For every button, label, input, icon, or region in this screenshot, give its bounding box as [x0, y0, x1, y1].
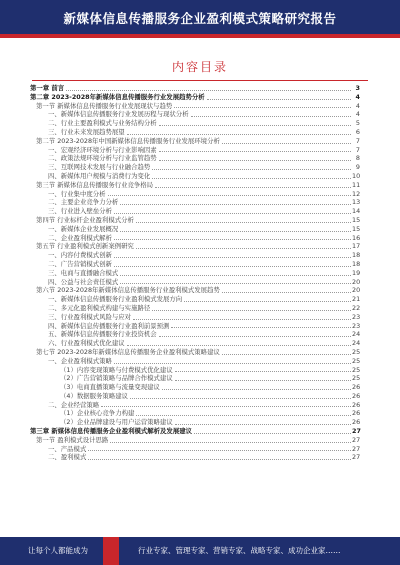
- toc-entry-title: 三、互联网技术发展与行业融合趋势: [48, 163, 151, 172]
- toc-entry-title: 二、企业经营策略: [48, 400, 100, 409]
- toc-entry-title: 二、多元化盈利模式构建与实施路径: [48, 303, 151, 312]
- toc-entry-title: 一、宏观经济环境分析与行业影响因素: [48, 145, 157, 154]
- toc-leader-dots: [133, 319, 351, 320]
- toc-page-number: 15: [352, 215, 361, 224]
- toc-entry[interactable]: [30, 383, 360, 392]
- toc-leader-dots: [108, 195, 351, 196]
- toc-entry[interactable]: [30, 418, 360, 427]
- toc-entry[interactable]: [30, 242, 360, 251]
- toc-leader-dots: [207, 99, 351, 100]
- toc-leader-dots: [222, 143, 351, 144]
- toc-page-number: 17: [352, 242, 361, 251]
- toc-entry-title: 二、广告营销模式创新: [48, 259, 112, 268]
- toc-leader-dots: [159, 160, 351, 161]
- toc-page-number: 27: [352, 453, 361, 462]
- toc-leader-dots: [175, 380, 351, 381]
- toc-page-number: 18: [352, 251, 361, 260]
- toc-page-number: 23: [352, 321, 361, 330]
- toc-entry-title: 一、新媒体信息传播服务行业盈利模式发展方向: [48, 295, 183, 304]
- table-of-contents: [30, 84, 360, 462]
- footer-accent-block: [103, 537, 119, 565]
- toc-page-number: 25: [352, 365, 361, 374]
- toc-leader-dots: [88, 450, 351, 451]
- toc-page-number: 26: [352, 391, 361, 400]
- toc-leader-dots: [120, 283, 351, 284]
- toc-entry-title: 第一节 新媒体信息传播服务行业发展现状与趋势: [36, 101, 173, 110]
- toc-page-number: 27: [352, 427, 361, 436]
- toc-entry-title: 三、行业未来发展趋势展望: [48, 127, 125, 136]
- toc-entry-title: 一、行业集中度分析: [48, 189, 106, 198]
- toc-page-number: 26: [352, 383, 361, 392]
- toc-page-number: 7: [355, 145, 360, 154]
- toc-entry-title: 一、产品模式: [48, 444, 87, 453]
- toc-entry[interactable]: [30, 436, 360, 445]
- toc-entry[interactable]: [30, 339, 360, 348]
- toc-leader-dots: [152, 178, 351, 179]
- toc-entry-title: 三、行业进入壁垒分析: [48, 207, 112, 216]
- toc-entry-title: 四、新媒体用户规模与消费行为变化: [48, 171, 151, 180]
- toc-entry[interactable]: [30, 260, 360, 269]
- toc-entry-title: （2）企业品牌建设与用户运营策略建议: [60, 418, 173, 427]
- toc-entry[interactable]: [30, 366, 360, 375]
- toc-entry-title: 第七节 2023-2028年新媒体信息传播服务企业盈利模式策略建议: [36, 347, 220, 356]
- toc-page-number: 23: [352, 312, 361, 321]
- toc-page-number: 3: [355, 84, 360, 92]
- toc-leader-dots: [175, 371, 351, 372]
- toc-page-number: 10: [352, 171, 361, 180]
- toc-page-number: 22: [352, 303, 361, 312]
- toc-page-number: 16: [352, 233, 361, 242]
- toc-entry-title: 第三章 新媒体信息传播服务企业盈利模式解析及发展建议: [30, 427, 192, 436]
- toc-page-number: 4: [355, 92, 360, 101]
- toc-entry[interactable]: [30, 269, 360, 278]
- toc-entry-title: 一、新媒体信息传播服务行业发展历程与现状分析: [48, 110, 189, 119]
- toc-entry-title: 三、行业盈利模式风险与应对: [48, 312, 132, 321]
- toc-entry-title: （3）电商直播策略与流量变现建议: [60, 383, 160, 392]
- toc-page-number: 9: [355, 163, 360, 172]
- toc-entry-title: 二、行业主要盈利模式与业务结构分析: [48, 119, 157, 128]
- toc-entry-title: 三、电商与直播融合模式: [48, 268, 119, 277]
- toc-leader-dots: [88, 459, 351, 460]
- toc-leader-dots: [159, 151, 351, 152]
- toc-entry[interactable]: [30, 409, 360, 418]
- toc-entry[interactable]: [30, 278, 360, 287]
- toc-leader-dots: [136, 248, 351, 249]
- toc-page-number: 24: [352, 339, 361, 348]
- toc-page-number: 25: [352, 374, 361, 383]
- toc-entry[interactable]: [30, 322, 360, 331]
- toc-entry[interactable]: [30, 225, 360, 234]
- toc-entry[interactable]: [30, 313, 360, 322]
- toc-entry[interactable]: [30, 163, 360, 172]
- toc-leader-dots: [159, 125, 351, 126]
- toc-entry[interactable]: [30, 172, 360, 181]
- toc-page-number: 26: [352, 409, 361, 418]
- toc-page-number: 11: [352, 180, 361, 189]
- toc-entry[interactable]: [30, 216, 360, 225]
- toc-entry-title: 六、行业盈利模式优化建议: [48, 339, 125, 348]
- toc-entry[interactable]: [30, 84, 360, 93]
- toc-leader-dots: [114, 239, 351, 240]
- toc-entry-title: （1）内容变现策略与付费模式优化建议: [60, 365, 173, 374]
- toc-leader-dots: [114, 266, 351, 267]
- toc-entry[interactable]: [30, 198, 360, 207]
- toc-page-number: 18: [352, 259, 361, 268]
- toc-entry-title: 第二章 2023-2028年新媒体信息传播服务行业发展趋势分析: [30, 92, 205, 101]
- toc-leader-dots: [101, 406, 351, 407]
- footer-slogan-left: 让每个人都能成为: [28, 546, 88, 555]
- toc-entry-title: 第一章 前言: [30, 84, 65, 92]
- toc-entry-title: （2）广告营销策略与品牌合作模式建议: [60, 374, 173, 383]
- toc-leader-dots: [120, 275, 351, 276]
- toc-page-number: 8: [355, 154, 360, 163]
- toc-leader-dots: [162, 389, 351, 390]
- toc-page-number: 12: [352, 189, 361, 198]
- toc-entry-title: 四、公益与社会责任模式: [48, 277, 119, 286]
- toc-leader-dots: [175, 424, 351, 425]
- toc-entry[interactable]: [30, 110, 360, 119]
- toc-entry-title: 一、新媒体企业发展概况: [48, 224, 119, 233]
- toc-page-number: 25: [352, 347, 361, 356]
- toc-page-number: 25: [352, 356, 361, 365]
- toc-entry-title: 二、政策法规环境分析与行业监管趋势: [48, 154, 157, 163]
- toc-leader-dots: [174, 107, 351, 108]
- toc-entry-title: 第三节 新媒体信息传播服务行业竞争格局: [36, 180, 154, 189]
- toc-leader-dots: [66, 90, 351, 91]
- toc-leader-dots: [184, 301, 351, 302]
- toc-entry-title: （4）数据服务策略建议: [60, 391, 128, 400]
- toc-page-number: 15: [352, 224, 361, 233]
- toc-page-number: 27: [352, 435, 361, 444]
- header-accent-stripe: [0, 34, 400, 38]
- toc-page-number: 6: [355, 127, 360, 136]
- toc-entry[interactable]: [30, 357, 360, 366]
- toc-entry[interactable]: [30, 128, 360, 137]
- toc-heading: 内容目录: [171, 60, 228, 74]
- toc-leader-dots: [120, 204, 351, 205]
- toc-entry[interactable]: [30, 392, 360, 401]
- toc-entry[interactable]: [30, 137, 360, 146]
- toc-entry[interactable]: [30, 330, 360, 339]
- toc-entry[interactable]: [30, 427, 360, 436]
- toc-leader-dots: [194, 433, 351, 434]
- toc-entry[interactable]: [30, 304, 360, 313]
- toc-page-number: 24: [352, 330, 361, 339]
- toc-leader-dots: [127, 134, 351, 135]
- toc-entry[interactable]: [30, 453, 360, 462]
- toc-leader-dots: [191, 116, 351, 117]
- toc-entry-title: 五、新媒体信息传播服务行业投资机会: [48, 330, 157, 339]
- toc-entry-title: 四、新媒体信息传播服务行业盈利前景预测: [48, 321, 170, 330]
- toc-entry[interactable]: [30, 181, 360, 190]
- toc-page-number: 20: [352, 277, 361, 286]
- toc-entry-title: 二、企业盈利模式解析: [48, 233, 112, 242]
- toc-leader-dots: [127, 345, 351, 346]
- toc-leader-dots: [152, 169, 351, 170]
- toc-page-number: 13: [352, 198, 361, 207]
- toc-leader-dots: [114, 213, 351, 214]
- toc-page-number: 27: [352, 444, 361, 453]
- toc-entry[interactable]: [30, 207, 360, 216]
- toc-entry-title: 二、主要企业竞争力分析: [48, 198, 119, 207]
- toc-entry[interactable]: [30, 251, 360, 260]
- toc-page-number: 4: [355, 110, 360, 119]
- toc-entry-title: 第六节 2023-2028年新媒体信息传播服务行业盈利模式发展趋势: [36, 286, 220, 295]
- toc-leader-dots: [130, 398, 351, 399]
- toc-page-number: 7: [355, 136, 360, 145]
- toc-leader-dots: [110, 442, 351, 443]
- toc-page-number: 5: [355, 119, 360, 128]
- toc-leader-dots: [136, 222, 351, 223]
- toc-entry[interactable]: [30, 348, 360, 357]
- toc-divider: [32, 80, 368, 81]
- toc-entry-title: 二、盈利模式: [48, 453, 87, 462]
- toc-entry[interactable]: [30, 295, 360, 304]
- toc-leader-dots: [120, 231, 351, 232]
- toc-entry[interactable]: [30, 93, 360, 102]
- report-title: 新媒体信息传播服务企业盈利模式策略研究报告: [63, 11, 337, 26]
- toc-page-number: 14: [352, 207, 361, 216]
- toc-page-number: 19: [352, 268, 361, 277]
- toc-page-number: 26: [352, 400, 361, 409]
- toc-leader-dots: [136, 415, 351, 416]
- toc-entry[interactable]: [30, 374, 360, 383]
- toc-leader-dots: [152, 310, 351, 311]
- toc-entry-title: （1）企业核心竞争力构建: [60, 409, 135, 418]
- toc-leader-dots: [159, 336, 351, 337]
- toc-entry[interactable]: [30, 154, 360, 163]
- toc-page-number: 20: [352, 286, 361, 295]
- toc-page-number: 26: [352, 418, 361, 427]
- toc-leader-dots: [222, 292, 351, 293]
- toc-entry-title: 第一节 盈利模式设计思路: [36, 435, 109, 444]
- toc-leader-dots: [114, 257, 351, 258]
- toc-leader-dots: [171, 327, 351, 328]
- toc-entry-title: 第二节 2023-2028年中国新媒体信息传播服务行业发展环境分析: [36, 136, 220, 145]
- toc-entry-title: 第四节 行业标杆企业盈利模式分析: [36, 215, 134, 224]
- toc-leader-dots: [155, 187, 351, 188]
- toc-entry[interactable]: [30, 119, 360, 128]
- toc-entry-title: 一、内容付费模式创新: [48, 251, 112, 260]
- toc-page-number: 21: [352, 295, 361, 304]
- toc-leader-dots: [114, 363, 351, 364]
- footer-slogan-right: 行业专家、管理专家、营销专家、战略专家、成功企业家……: [138, 546, 341, 555]
- toc-entry[interactable]: [30, 286, 360, 295]
- toc-entry-title: 第五节 行业盈利模式创新案例研究: [36, 242, 134, 251]
- toc-entry-title: 一、企业盈利模式策略: [48, 356, 112, 365]
- toc-page-number: 4: [355, 101, 360, 110]
- toc-leader-dots: [222, 354, 351, 355]
